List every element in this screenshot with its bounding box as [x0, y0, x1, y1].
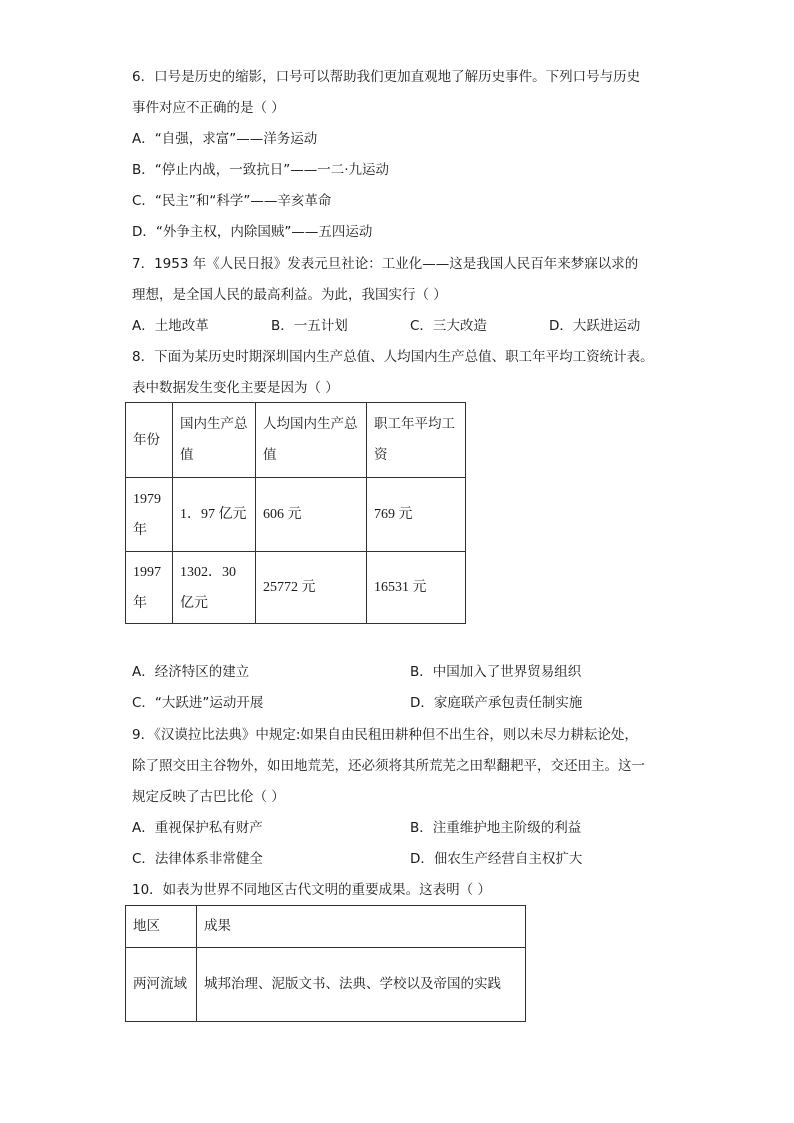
q9-stem-line-1: 9．《汉谟拉比法典》中规定:如果自由民租田耕种但不出生谷，则以未尽力耕耘论处，	[132, 727, 638, 743]
q6-stem-line-1: 6．口号是历史的缩影，口号可以帮助我们更加直观地了解历史事件。下列口号与历史	[132, 69, 641, 85]
q9-options-row-1	[132, 818, 672, 838]
cell-gdp: 1302．30 亿元	[173, 552, 256, 624]
cell-gdp-per-capita: 606 元	[256, 478, 367, 552]
q8-options-row-2	[132, 693, 672, 713]
cell-avg-wage: 769 元	[367, 478, 466, 552]
q7-options	[132, 316, 672, 336]
q6-option-a: A．“自强，求富”——洋务运动	[132, 131, 318, 147]
table-row	[126, 552, 466, 624]
q6-option-b: B．“停止内战，一致抗日”——一二·九运动	[132, 162, 390, 178]
q8-option-b: B．中国加入了世界贸易组织	[410, 664, 582, 680]
header-gdp: 国内生产总值	[173, 403, 256, 478]
q8-option-d: D．家庭联产承包责任制实施	[410, 695, 583, 711]
q9-stem-line-3: 规定反映了古巴比伦（ ）	[132, 789, 285, 805]
q10-stem-line-1: 10．如表为世界不同地区古代文明的重要成果。这表明（ ）	[132, 882, 491, 898]
header-achievements: 成果	[197, 906, 526, 948]
q7-option-d: D．大跃进运动	[549, 318, 641, 334]
cell-gdp-per-capita: 25772 元	[256, 552, 367, 624]
cell-avg-wage: 16531 元	[367, 552, 466, 624]
q8-option-c: C．“大跃进”运动开展	[132, 695, 264, 711]
q10-achievements-table	[125, 905, 526, 1022]
header-region: 地区	[126, 906, 197, 948]
q8-stem-line-1: 8．下面为某历史时期深圳国内生产总值、人均国内生产总值、职工年平均工资统计表。	[132, 349, 654, 365]
q7-option-a: A．土地改革	[132, 318, 209, 334]
q9-option-c: C．法律体系非常健全	[132, 851, 263, 867]
q6-option-d: D．“外争主权，内除国贼”——五四运动	[132, 224, 373, 240]
q7-option-c: C．三大改造	[410, 318, 487, 334]
cell-gdp: 1．97 亿元	[173, 478, 256, 552]
header-gdp-per-capita: 人均国内生产总值	[256, 403, 367, 478]
table-header-row	[126, 906, 526, 948]
q8-options-row-1	[132, 662, 672, 682]
cell-achievements: 城邦治理、泥版文书、法典、学校以及帝国的实践	[197, 948, 526, 1022]
q6-stem-line-2: 事件对应不正确的是（ ）	[132, 100, 285, 116]
q6-option-c: C．“民主”和“科学”——辛亥革命	[132, 193, 332, 209]
q9-stem-line-2: 除了照交田主谷物外，如田地荒芜，还必须将其所荒芜之田犁翻耙平，交还田主。这一	[132, 758, 645, 774]
q7-option-b: B．一五计划	[271, 318, 348, 334]
q8-option-a: A．经济特区的建立	[132, 664, 250, 680]
q9-option-b: B．注重维护地主阶级的利益	[410, 820, 582, 836]
header-year: 年份	[126, 403, 173, 478]
q9-option-a: A．重视保护私有财产	[132, 820, 263, 836]
cell-region: 两河流域	[126, 948, 197, 1022]
q7-stem-line-1: 7．1953 年《人民日报》发表元旦社论：工业化——这是我国人民百年来梦寐以求的	[132, 256, 639, 272]
header-avg-wage: 职工年平均工资	[367, 403, 466, 478]
q8-stem-line-2: 表中数据发生变化主要是因为（ ）	[132, 380, 339, 396]
q9-options-row-2	[132, 849, 672, 869]
table-row	[126, 948, 526, 1022]
table-header-row	[126, 403, 466, 478]
cell-year: 1979年	[126, 478, 173, 552]
table-row	[126, 478, 466, 552]
q7-stem-line-2: 理想，是全国人民的最高利益。为此，我国实行（ ）	[132, 287, 447, 303]
q9-option-d: D．佃农生产经营自主权扩大	[410, 851, 583, 867]
cell-year: 1997年	[126, 552, 173, 624]
q8-statistics-table	[125, 402, 466, 624]
